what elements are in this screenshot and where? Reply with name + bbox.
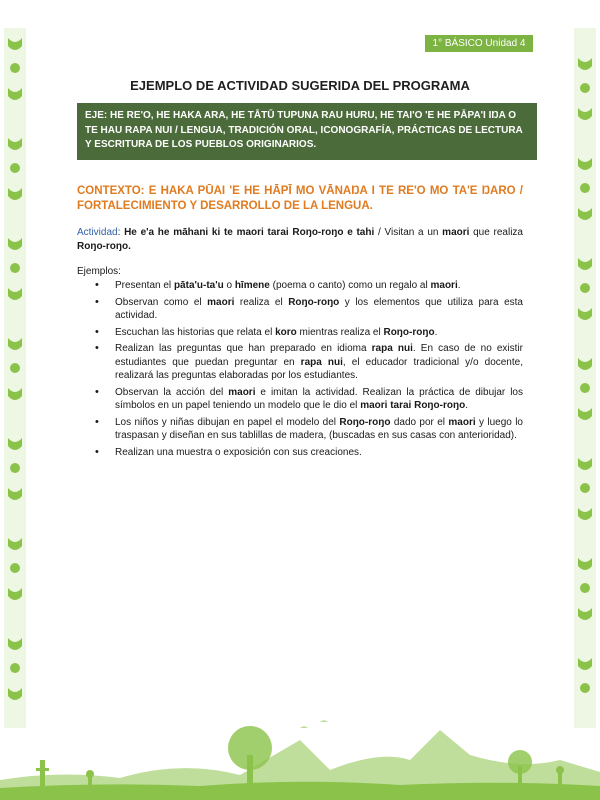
ejemplo-text: mientras realiza el	[296, 326, 384, 338]
ejemplo-bold-term: rapa nui	[300, 356, 343, 368]
ejemplo-bold-term: maori	[207, 296, 235, 308]
ejemplo-text: Realizan una muestra o exposición con sus creaciones.	[115, 446, 362, 458]
ejemplo-item	[115, 279, 523, 293]
ejemplo-item	[115, 326, 523, 340]
actividad-separator: / Visitan a un	[374, 227, 443, 238]
ejemplo-text: Observan la acción del	[115, 386, 229, 398]
ejemplo-item	[115, 446, 523, 460]
ejemplo-text: Realizan las preguntas que han preparado en idioma	[115, 343, 372, 354]
page-title: EJEMPLO DE ACTIVIDAD SUGERIDA DEL PROGRAMA	[130, 78, 470, 93]
ejemplo-bold-term: maori	[448, 416, 476, 428]
eje-box: EJE: HE RE'O, HE HAKA ARA, HE TĀTŪ TUPUNA RAU HURU, HE TAI'O 'E HE PĀPA'I IŊA O TE HAU RAPA NUI / LENGUA, TRADICIÓN ORAL, ICONOGRAFÍA, PRÁCTICAS DE LECTURA Y ESCRITURA DE LOS PUEBLOS ORIGINARIOS.	[77, 103, 537, 160]
ejemplo-text: .	[434, 326, 438, 338]
right-decorative-border	[574, 28, 596, 728]
ejemplo-text: Presentan el	[115, 280, 174, 291]
ejemplo-item	[115, 416, 523, 443]
ejemplos-heading: Ejemplos:	[77, 266, 121, 277]
actividad-label: Actividad	[77, 227, 118, 238]
ejemplo-text: Observan como el	[115, 296, 208, 308]
ejemplo-text: . En caso de no existir estudiantes que puedan preguntar en	[115, 343, 523, 368]
ejemplo-bold-term: maori	[228, 386, 256, 398]
ejemplo-text: y los elementos que utiliza para esta actividad.	[115, 296, 523, 321]
contexto-heading: CONTEXTO: E HAKA PŪAI 'E HE HĀPĪ MO VĀNAŊA I TE RE'O MO TA'E ŊARO / FORTALECIMIENTO Y DESARROLLO DE LA LENGUA.	[77, 185, 523, 212]
ejemplo-bold-term: koro	[275, 326, 297, 338]
ejemplo-bold-term: rapa nui	[371, 343, 413, 354]
ejemplo-item	[115, 342, 523, 383]
actividad-end: Roŋo-roŋo.	[77, 241, 131, 252]
actividad-colon: :	[117, 227, 125, 238]
ejemplo-text: Los niños y niñas dibujan en papel el modelo del	[115, 416, 340, 428]
ejemplo-text: dado por el	[390, 416, 449, 428]
ejemplo-text: , el educador tradicional y/o docente, realizará las preguntas elaboradas por los estudiantes.	[115, 356, 523, 381]
ejemplo-item	[115, 386, 523, 413]
ejemplo-text: o	[223, 280, 235, 291]
ejemplo-bold-term: Roŋo-roŋo	[288, 296, 340, 308]
left-decorative-border	[4, 28, 26, 728]
ejemplo-item	[115, 296, 523, 323]
ejemplo-bold-term: Roŋo-roŋo	[383, 326, 435, 338]
ejemplo-text: y luego lo traspasan y diseñan en sus tablillas de madera, (buscadas en sus casas con anterioridad).	[115, 416, 523, 441]
ejemplo-text: e imitan la actividad. Realizan la práctica de dibujar los símbolos en un papel teniendo un modelo que le dio el	[115, 386, 523, 411]
ejemplo-text: (poema o canto) como un regalo al	[269, 280, 431, 291]
ejemplo-bold-term: hīmene	[234, 280, 270, 291]
ejemplo-bold-term: maori tarai Roŋo-roŋo	[360, 400, 466, 411]
grade-unit-badge: 1° BÁSICO Unidad 4	[425, 35, 533, 52]
actividad-maori: maori	[442, 227, 470, 238]
actividad-paragraph	[77, 226, 523, 254]
actividad-mid: que realiza	[469, 227, 523, 238]
ejemplo-bold-term: maori	[430, 280, 458, 291]
ejemplo-text: realiza el	[234, 296, 289, 308]
ejemplo-text: .	[465, 400, 468, 411]
landscape-illustration	[0, 700, 600, 800]
ejemplos-list	[77, 279, 523, 462]
actividad-title-rapa-nui: He e'a he māhani ki te maori tarai Roŋo-roŋo e tahi	[124, 227, 375, 238]
ejemplo-text: Escuchan las historias que relata el	[115, 326, 276, 338]
ejemplo-bold-term: Roŋo-roŋo	[339, 416, 391, 428]
ejemplo-bold-term: pāta'u-ta'u	[173, 280, 224, 291]
ejemplo-text: .	[457, 280, 461, 291]
